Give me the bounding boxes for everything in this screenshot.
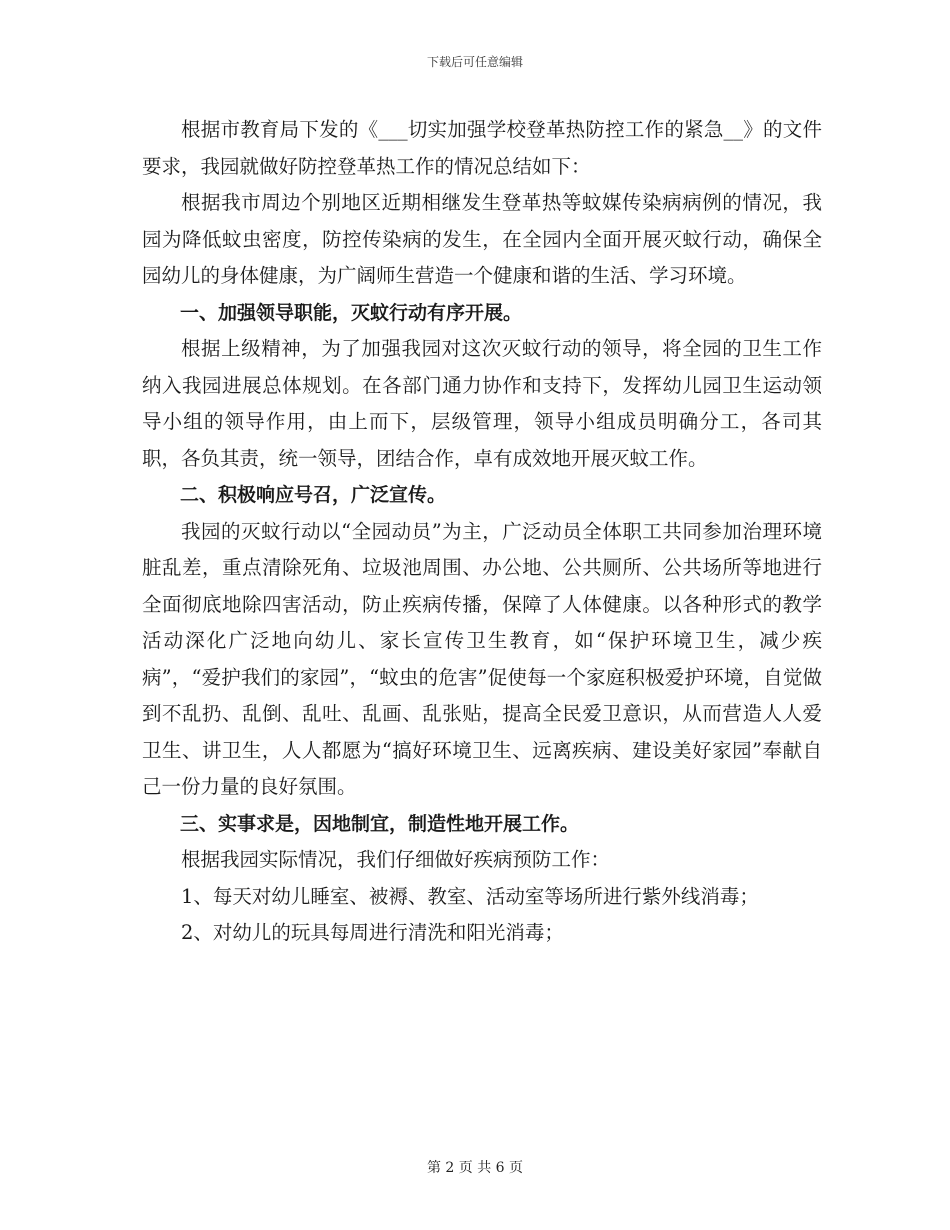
section-heading-1: 一、加强领导职能，灭蚊行动有序开展。 xyxy=(180,301,523,324)
page-number: 第 2 页 共 6 页 xyxy=(426,1160,524,1176)
header-note: 下载后可任意编辑 xyxy=(426,55,523,69)
section-3-paragraph: 根据我园实际情况，我们仔细做好疾病预防工作： xyxy=(181,848,611,871)
list-item-2: 2、对幼儿的玩具每周进行清洗和阳光消毒； xyxy=(181,921,564,944)
section-heading-2: 二、积极响应号召，广泛宣传。 xyxy=(180,484,447,506)
intro-paragraph: 根据市教育局下发的《___切实加强学校登革热防控工作的紧急__》的文件要求，我园就做好防控登革热工作的情况总结如下： xyxy=(142,118,822,178)
list-item-1: 1、每天对幼儿睡室、被褥、教室、活动室等场所进行紫外线消毒； xyxy=(181,884,759,908)
section-2-paragraph: 我园的灭蚊行动以“全园动员”为主，广泛动员全体职工共同参加治理环境脏乱差，重点清除死角、垃圾池周围、办公地、公共厕所、公共场所等地进行全面彻底地除四害活动，防止疾病传播，保障了人体健康。以各种形式的教学活动深化广泛地向幼儿、家长宣传卫生教育，如“保护环境卫生，减少疾病”，“爱护我们的家园”，“蚊虫的危害”促使每一个家庭积极爱护环境，自觉做到不乱扔、乱倒、乱吐、乱画、乱张贴，提高全民爱卫意识，从而营造人人爱卫生、讲卫生，人人都愿为“搞好环境卫生、远离疾病、建设美好家园”奉献自己一份力量的良好氛围。 xyxy=(142,519,822,798)
section-1-paragraph: 根据上级精神，为了加强我园对这次灭蚊行动的领导，将全园的卫生工作纳入我园进展总体规划。在各部门通力协作和支持下，发挥幼儿园卫生运动领导小组的领导作用，由上而下，层级管理，领导小组成员明确分工，各司其职，各负其责，统一领导，团结合作，卓有成效地开展灭蚊工作。 xyxy=(142,337,822,470)
section-heading-3: 三、实事求是，因地制宜，制造性地开展工作。 xyxy=(180,812,580,835)
document-body xyxy=(142,112,822,952)
background-paragraph: 根据我市周边个别地区近期相继发生登革热等蚊媒传染病病例的情况，我园为降低蚊虫密度，防控传染病的发生，在全园内全面开展灭蚊行动，确保全园幼儿的身体健康，为广阔师生营造一个健康和谐的生活、学习环境。 xyxy=(142,191,822,287)
